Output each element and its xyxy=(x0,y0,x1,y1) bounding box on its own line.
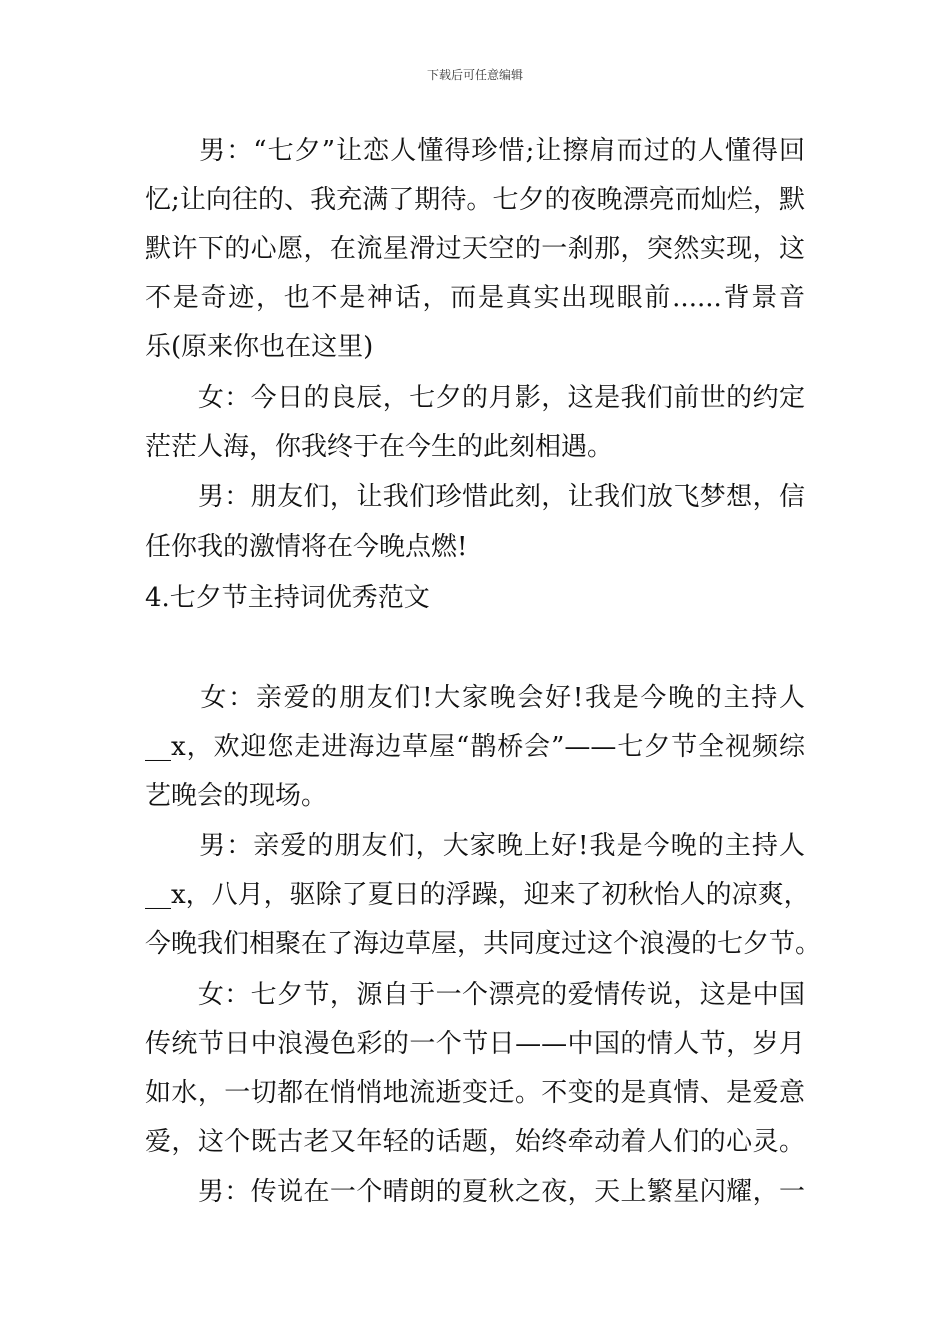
text-line: 今晚我们相聚在了海边草屋，共同度过这个浪漫的七夕节。 xyxy=(145,929,822,959)
text-line: 任你我的激情将在今晚点燃! xyxy=(145,532,468,562)
text-line: 传统节日中浪漫色彩的一个节日——中国的情人节，岁月 xyxy=(145,1029,805,1059)
page-header: 下载后可任意编辑 xyxy=(426,68,523,82)
text-line: 艺晚会的现场。 xyxy=(145,781,328,811)
text-line: 女：今日的良辰，七夕的月影，这是我们前世的约定 xyxy=(145,383,805,413)
text-line: 茫茫人海，你我终于在今生的此刻相遇。 xyxy=(145,432,614,462)
text-line: 爱，这个既古老又年轻的话题，始终牵动着人们的心灵。 xyxy=(145,1127,805,1157)
text-line: 忆;让向往的、我充满了期待。七夕的夜晚漂亮而灿烂，默 xyxy=(145,185,805,215)
text-line: 男：亲爱的朋友们，大家晚上好!我是今晚的主持人 xyxy=(145,831,805,861)
text-line: 男：“七夕”让恋人懂得珍惜;让擦肩而过的人懂得回 xyxy=(145,136,805,166)
text-line: __x，欢迎您走进海边草屋“鹊桥会”——七夕节全视频综 xyxy=(145,732,805,762)
text-line: 女：亲爱的朋友们!大家晚会好!我是今晚的主持人 xyxy=(145,683,805,713)
text-line: 男：传说在一个晴朗的夏秋之夜，天上繁星闪耀，一 xyxy=(145,1177,805,1207)
text-line: 男：朋友们，让我们珍惜此刻，让我们放飞梦想，信 xyxy=(145,482,805,512)
text-line: 默许下的心愿，在流星滑过天空的一刹那，突然实现，这 xyxy=(145,234,805,264)
text-line: 女：七夕节，源自于一个漂亮的爱情传说，这是中国 xyxy=(145,980,805,1010)
text-line: 乐(原来你也在这里) xyxy=(145,332,374,362)
text-line: 如水，一切都在悄悄地流逝变迁。不变的是真情、是爱意 xyxy=(145,1078,805,1108)
text-line: __x，八月，驱除了夏日的浮躁，迎来了初秋怡人的凉爽， xyxy=(145,880,810,910)
text-line: 不是奇迹，也不是神话，而是真实出现眼前......背景音 xyxy=(145,283,805,313)
section-heading: 4.七夕节主持词优秀范文 xyxy=(145,583,430,613)
